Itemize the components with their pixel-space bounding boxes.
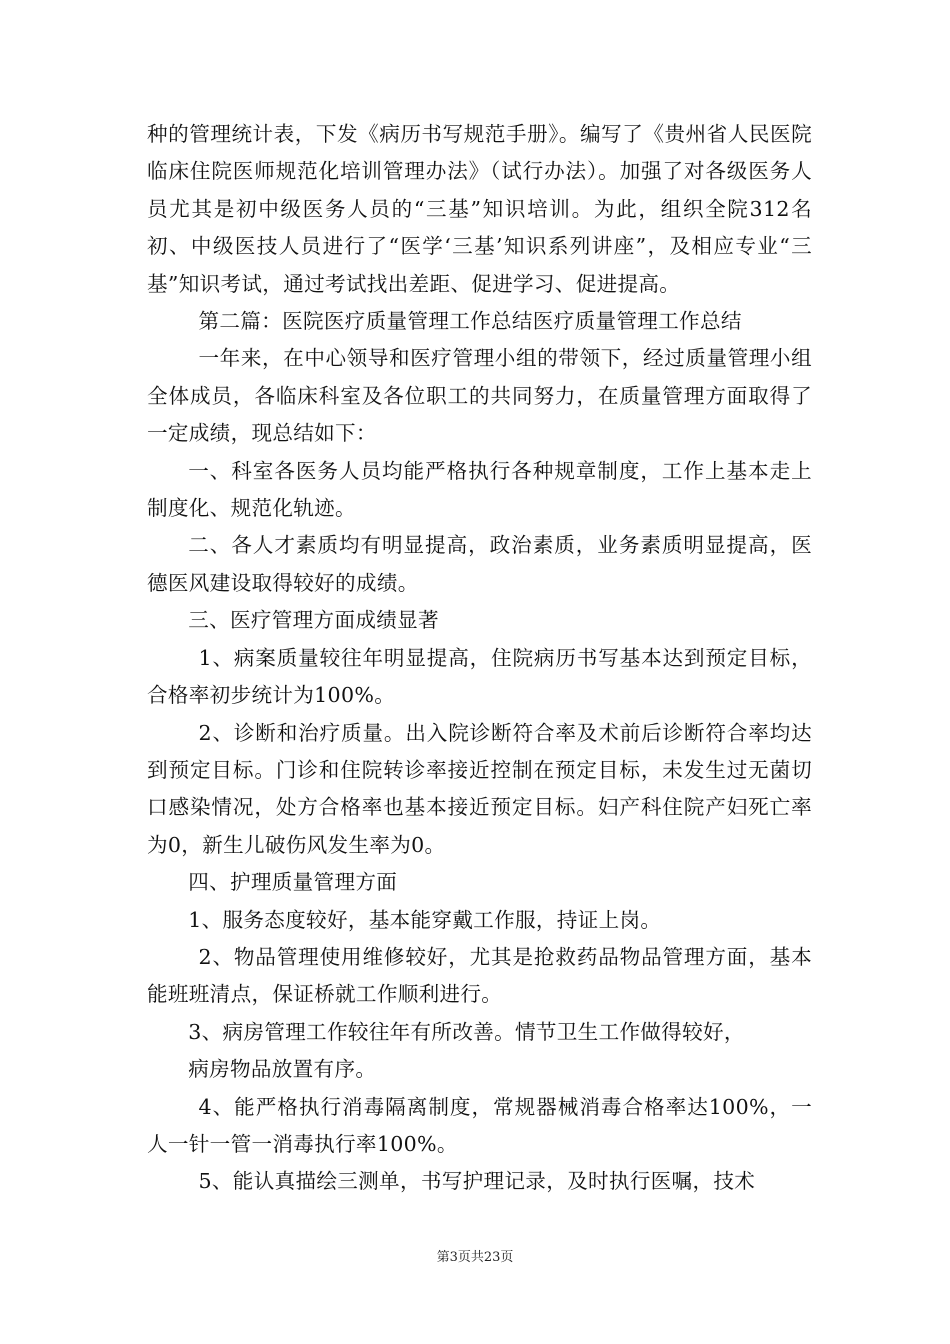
paragraph-nursing-3-cont: 病房物品放置有序。 <box>188 1057 377 1082</box>
paragraph-nursing-1: 1、服务态度较好，基本能穿戴工作服，持证上岗。 <box>188 907 662 932</box>
page-number-label: 第3页共23页 <box>436 1250 514 1265</box>
paragraph-item-1: 一、科室各医务人员均能严格执行各种规章制度，工作上基本走上制度化、规范化轨迹。 <box>147 458 812 521</box>
paragraph-diagnosis: 2、诊断和治疗质量。出入院诊断符合率及术前后诊断符合率均达到预定目标。门诊和住院转诊率接近控制在预定目标，未发生过无菌切口感染情况，处方合格率也基本接近预定目标。妇产科住院产妇死亡率为0，新生儿破伤风发生率为0。 <box>147 720 812 857</box>
paragraph-training: 种的管理统计表，下发《病历书写规范手册》。编写了《贵州省人民医院临床住院医师规范化培训管理办法》（试行办法）。加强了对各级医务人员尤其是初中级医务人员的“三基”知识培训。为此，组织全院312名初、中级医技人员进行了“医学‘三基’知识系列讲座”，及相应专业“三基”知识考试，通过考试找出差距、促进学习、促进提高。 <box>147 122 812 296</box>
body-text <box>147 116 812 1201</box>
paragraph-nursing-3: 3、病房管理工作较往年有所改善。情节卫生工作做得较好， <box>188 1019 745 1044</box>
paragraph-nursing-5: 5、能认真描绘三测单，书写护理记录，及时执行医嘱，技术 <box>198 1169 756 1194</box>
paragraph-medical-record: 1、病案质量较往年明显提高，住院病历书写基本达到预定目标，合格率初步统计为100%。 <box>147 645 812 708</box>
paragraph-item-3-heading: 三、医疗管理方面成绩显著 <box>188 608 439 633</box>
section-heading-second-article: 第二篇：医院医疗质量管理工作总结医疗质量管理工作总结 <box>198 309 742 334</box>
paragraph-nursing-4: 4、能严格执行消毒隔离制度，常规器械消毒合格率达100%，一人一针一管一消毒执行率100%。 <box>147 1094 812 1156</box>
paragraph-item-4-heading: 四、护理质量管理方面 <box>188 870 398 895</box>
paragraph-nursing-2: 2、物品管理使用维修较好，尤其是抢救药品物品管理方面，基本能班班清点，保证桥就工作顺利进行。 <box>147 944 812 1007</box>
page-footer <box>0 1250 950 1266</box>
paragraph-intro: 一年来，在中心领导和医疗管理小组的带领下，经过质量管理小组全体成员，各临床科室及各位职工的共同努力，在质量管理方面取得了一定成绩，现总结如下： <box>147 346 812 446</box>
paragraph-item-2: 二、各人才素质均有明显提高，政治素质，业务素质明显提高，医德医风建设取得较好的成绩。 <box>147 533 812 595</box>
